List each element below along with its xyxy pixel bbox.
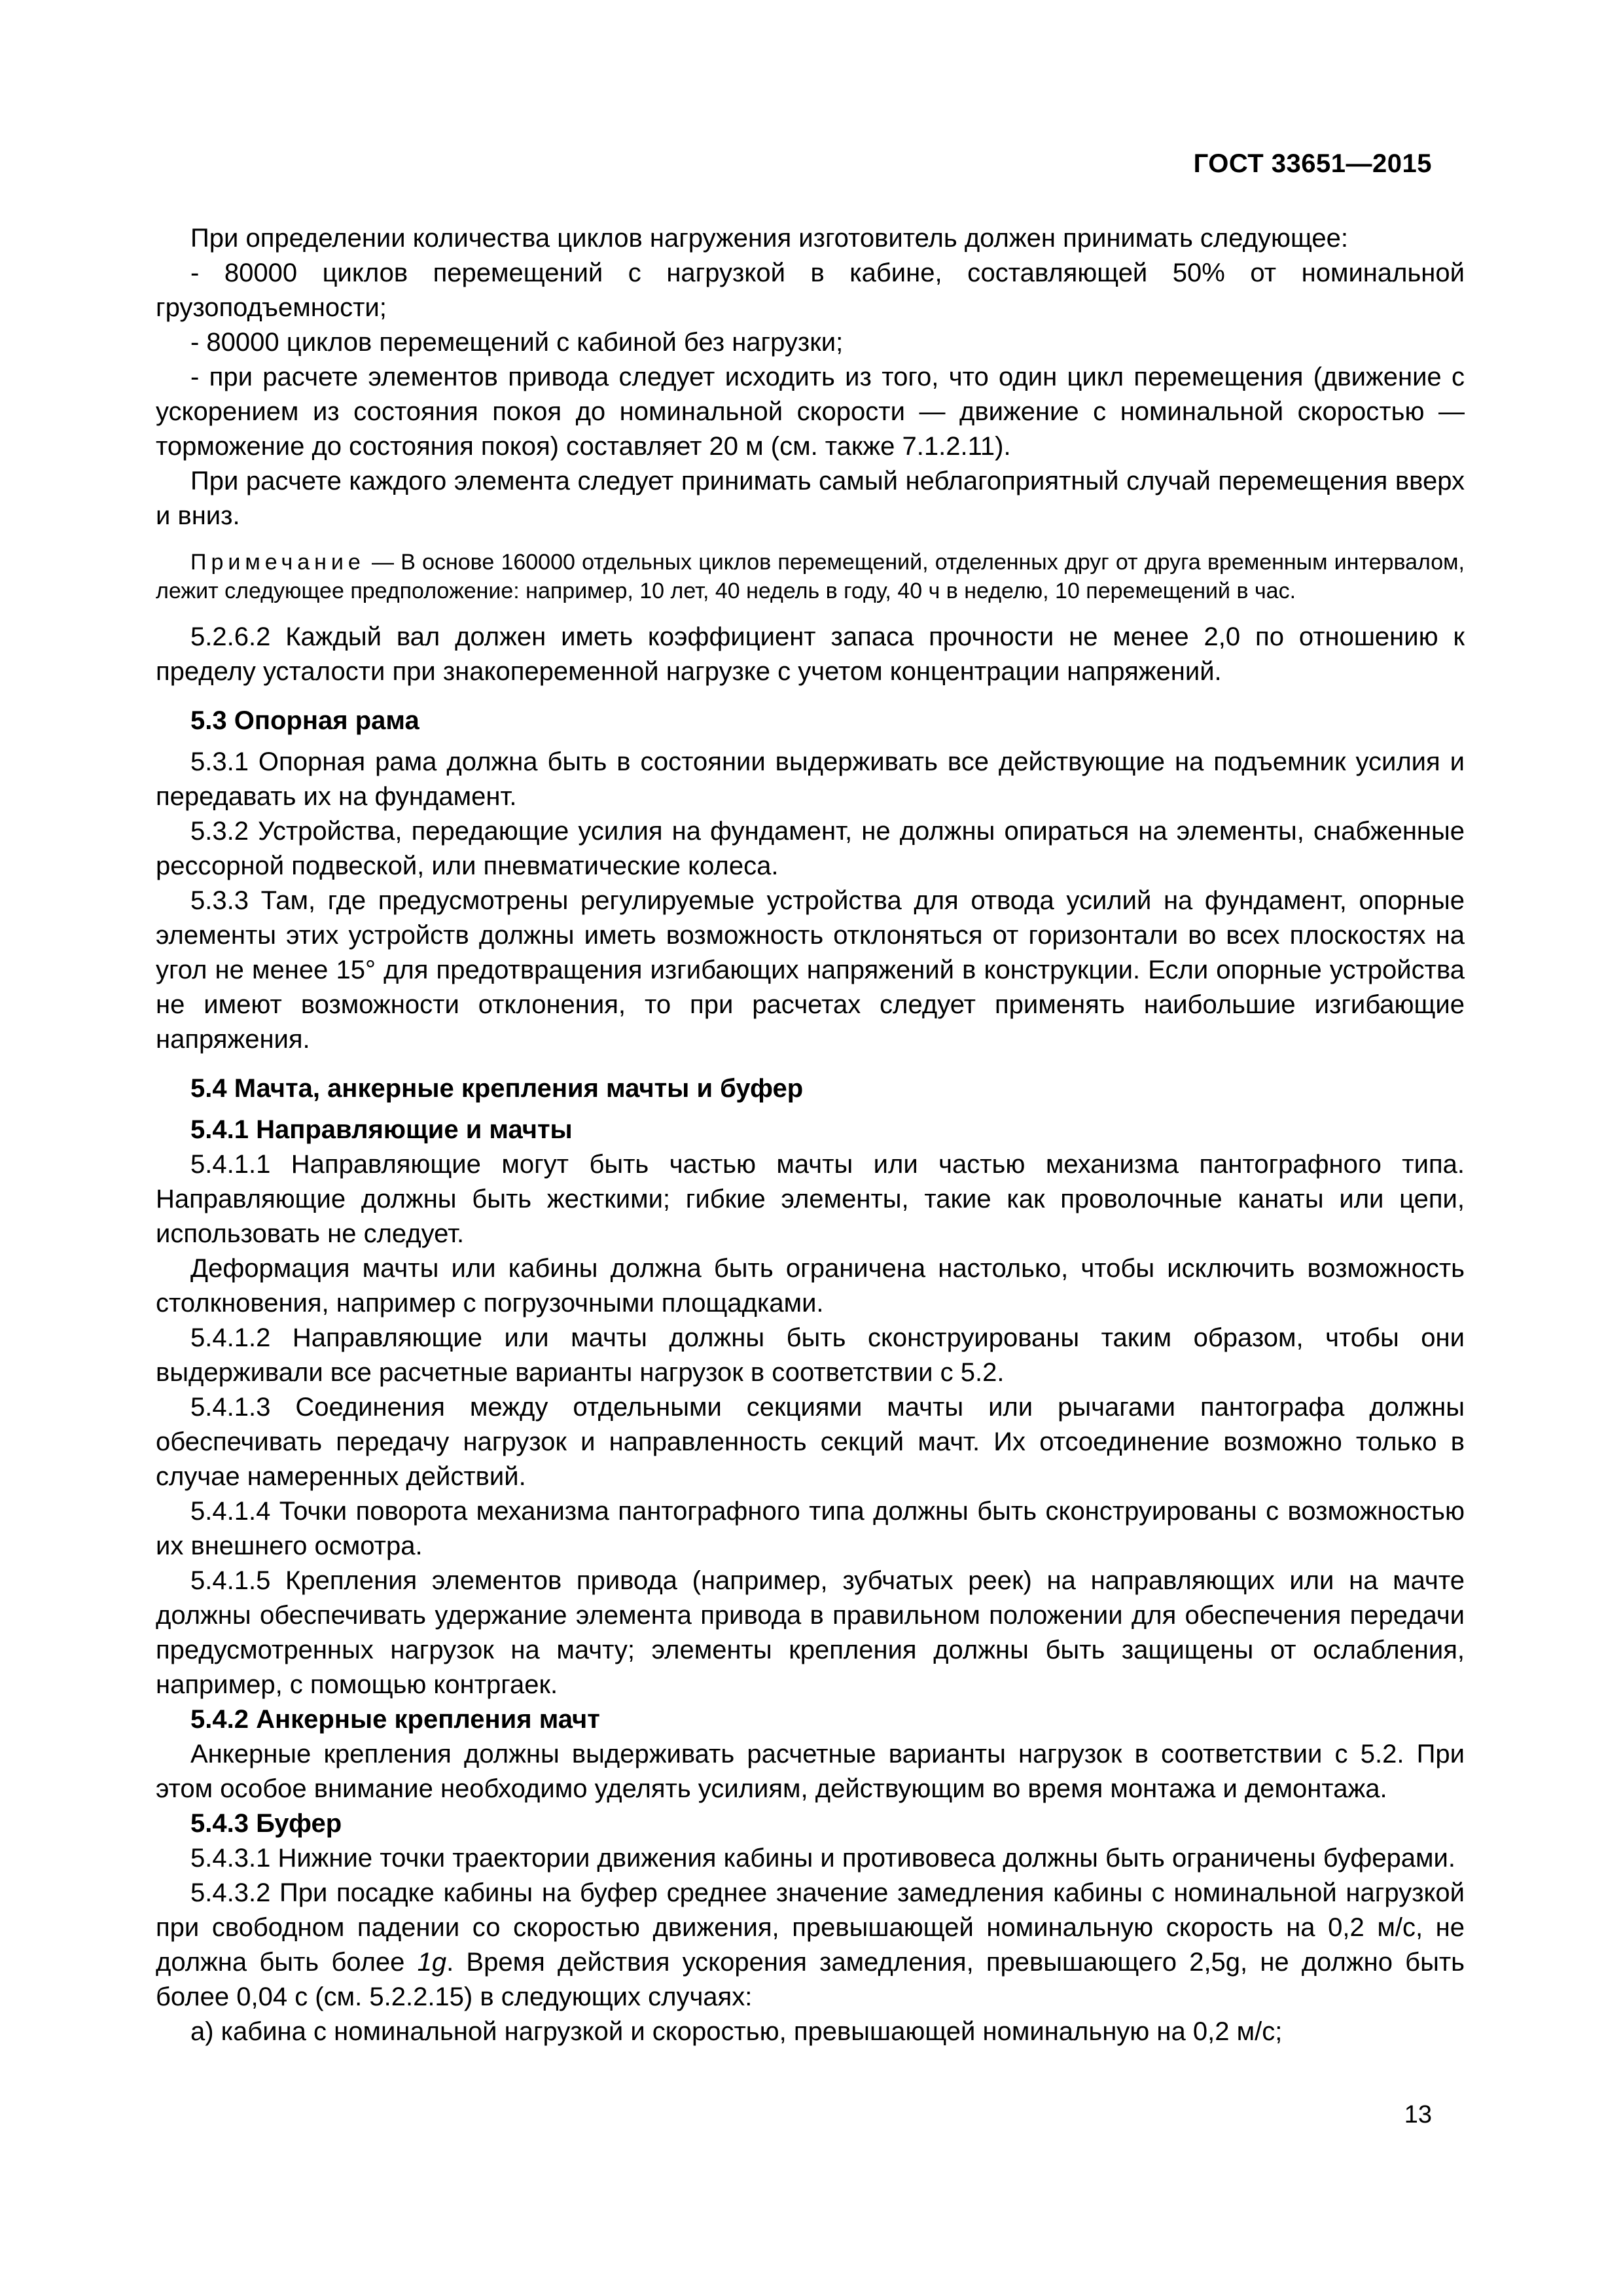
clause-5-4-2-text: Анкерные крепления должны выдерживать расчетные варианты нагрузок в соответствии с 5.2. При этом особое внимание необходимо уделять усилиям, действующим во время монтажа и демонтажа. [156,1740,1465,1803]
clause-5-4-1-5: 5.4.1.5 Крепления элементов привода (например, зубчатых реек) на направляющих или на мачте должны обеспечивать удержание элемента привода в правильном положении для обеспечения передачи предусмотренных нагрузок на мачту; элементы крепления должны быть защищены от ослабления, например, с помощью контргаек. [156,1566,1465,1699]
intro-lead: При определении количества циклов нагружения изготовитель должен принимать следующее: [190,224,1349,253]
clause-5-4-1-2: 5.4.1.2 Направляющие или мачты должны быть сконструированы таким образом, чтобы они выдерживали все расчетные варианты нагрузок в соответствии с 5.2. [156,1323,1465,1387]
note-text: — В основе 160000 отдельных циклов перемещений, отделенных друг от друга временным интервалом, лежит следующее предположение: например, 10 лет, 40 недель в году, 40 ч в неделю, 10 перемещений в час. [156,550,1465,603]
intro-item-1: - 80000 циклов перемещений с нагрузкой в кабине, составляющей 50% от номинальной грузоподъемности; [156,259,1465,322]
section-5-4-title: 5.4 Мачта, анкерные крепления мачты и буфер [190,1074,804,1103]
intro-item-3: - при расчете элементов привода следует исходить из того, что один цикл перемещения (движение с ускорением из состояния покоя до номинальной скорости — движение с номинальной скоростью — торможение до состояния покоя) составляет 20 м (см. также 7.1.2.11). [156,363,1465,461]
page-body [156,221,1465,2049]
clause-5-4-3-2 [156,1876,1465,2015]
clause-5-4-1-1: 5.4.1.1 Направляющие могут быть частью мачты или частью механизма пантографного типа. Направляющие должны быть жесткими; гибкие элементы, такие как проволочные канаты или цепи, использовать не следует. [156,1150,1465,1248]
subsection-5-4-1-title: 5.4.1 Направляющие и мачты [190,1115,573,1144]
clause-5-4-3-2-part-b: . Время действия ускорения замедления, превышающего 2,5g, не должно быть более 0,04 с (см. 5.2.2.15) в следующих случаях: [156,1948,1465,2011]
clause-5-4-3-2-item-a: а) кабина с номинальной нагрузкой и скоростью, превышающей номинальную на 0,2 м/с; [190,2017,1283,2046]
intro-item-2: - 80000 циклов перемещений с кабиной без нагрузки; [190,328,844,357]
clause-5-4-3-2-part-a: 5.4.3.2 При посадке кабины на буфер среднее значение замедления кабины с номинальной нагрузкой при свободном падении со скоростью движения, превышающей номинальную скорость на 0,2 м/с, не должна быть более [156,1878,1465,1977]
note-block [156,548,1465,605]
clause-5-2-6-2: 5.2.6.2 Каждый вал должен иметь коэффициент запаса прочности не менее 2,0 по отношению к пределу усталости при знакопеременной нагрузке с учетом концентрации напряжений. [156,622,1465,686]
clause-deformation: Деформация мачты или кабины должна быть ограничена настолько, чтобы исключить возможность столкновения, например с погрузочными площадками. [156,1254,1465,1318]
section-5-3-title: 5.3 Опорная рама [190,706,419,735]
subsection-5-4-2-title: 5.4.2 Анкерные крепления мачт [190,1705,600,1734]
note-label: Примечание [190,550,365,575]
clause-5-4-1-4: 5.4.1.4 Точки поворота механизма пантографного типа должны быть сконструированы с возможностью их внешнего осмотра. [156,1497,1465,1560]
subsection-5-4-3-title: 5.4.3 Буфер [190,1809,342,1838]
clause-5-4-3-1: 5.4.3.1 Нижние точки траектории движения кабины и противовеса должны быть ограничены буферами. [190,1844,1455,1873]
intro-worst-case: При расчете каждого элемента следует принимать самый неблагоприятный случай перемещения вверх и вниз. [156,467,1465,530]
clause-5-4-3-2-g-value: 1g [417,1948,447,1977]
clause-5-4-1-3: 5.4.1.3 Соединения между отдельными секциями мачты или рычагами пантографа должны обеспечивать передачу нагрузок и направленность секций мачт. Их отсоединение возможно только в случае намеренных действий. [156,1393,1465,1491]
standard-header: ГОСТ 33651—2015 [1193,149,1432,178]
clause-5-3-1: 5.3.1 Опорная рама должна быть в состоянии выдерживать все действующие на подъемник усилия и передавать их на фундамент. [156,747,1465,811]
clause-5-3-2: 5.3.2 Устройства, передающие усилия на фундамент, не должны опираться на элементы, снабженные рессорной подвеской, или пневматические колеса. [156,817,1465,880]
clause-5-3-3: 5.3.3 Там, где предусмотрены регулируемые устройства для отвода усилий на фундамент, опорные элементы этих устройств должны иметь возможность отклоняться от горизонтали во всех плоскостях на угол не менее 15° для предотвращения изгибающих напряжений в конструкции. Если опорные устройства не имеют возможности отклонения, то при расчетах следует применять наибольшие изгибающие напряжения. [156,886,1465,1054]
page-number: 13 [1404,2101,1432,2128]
